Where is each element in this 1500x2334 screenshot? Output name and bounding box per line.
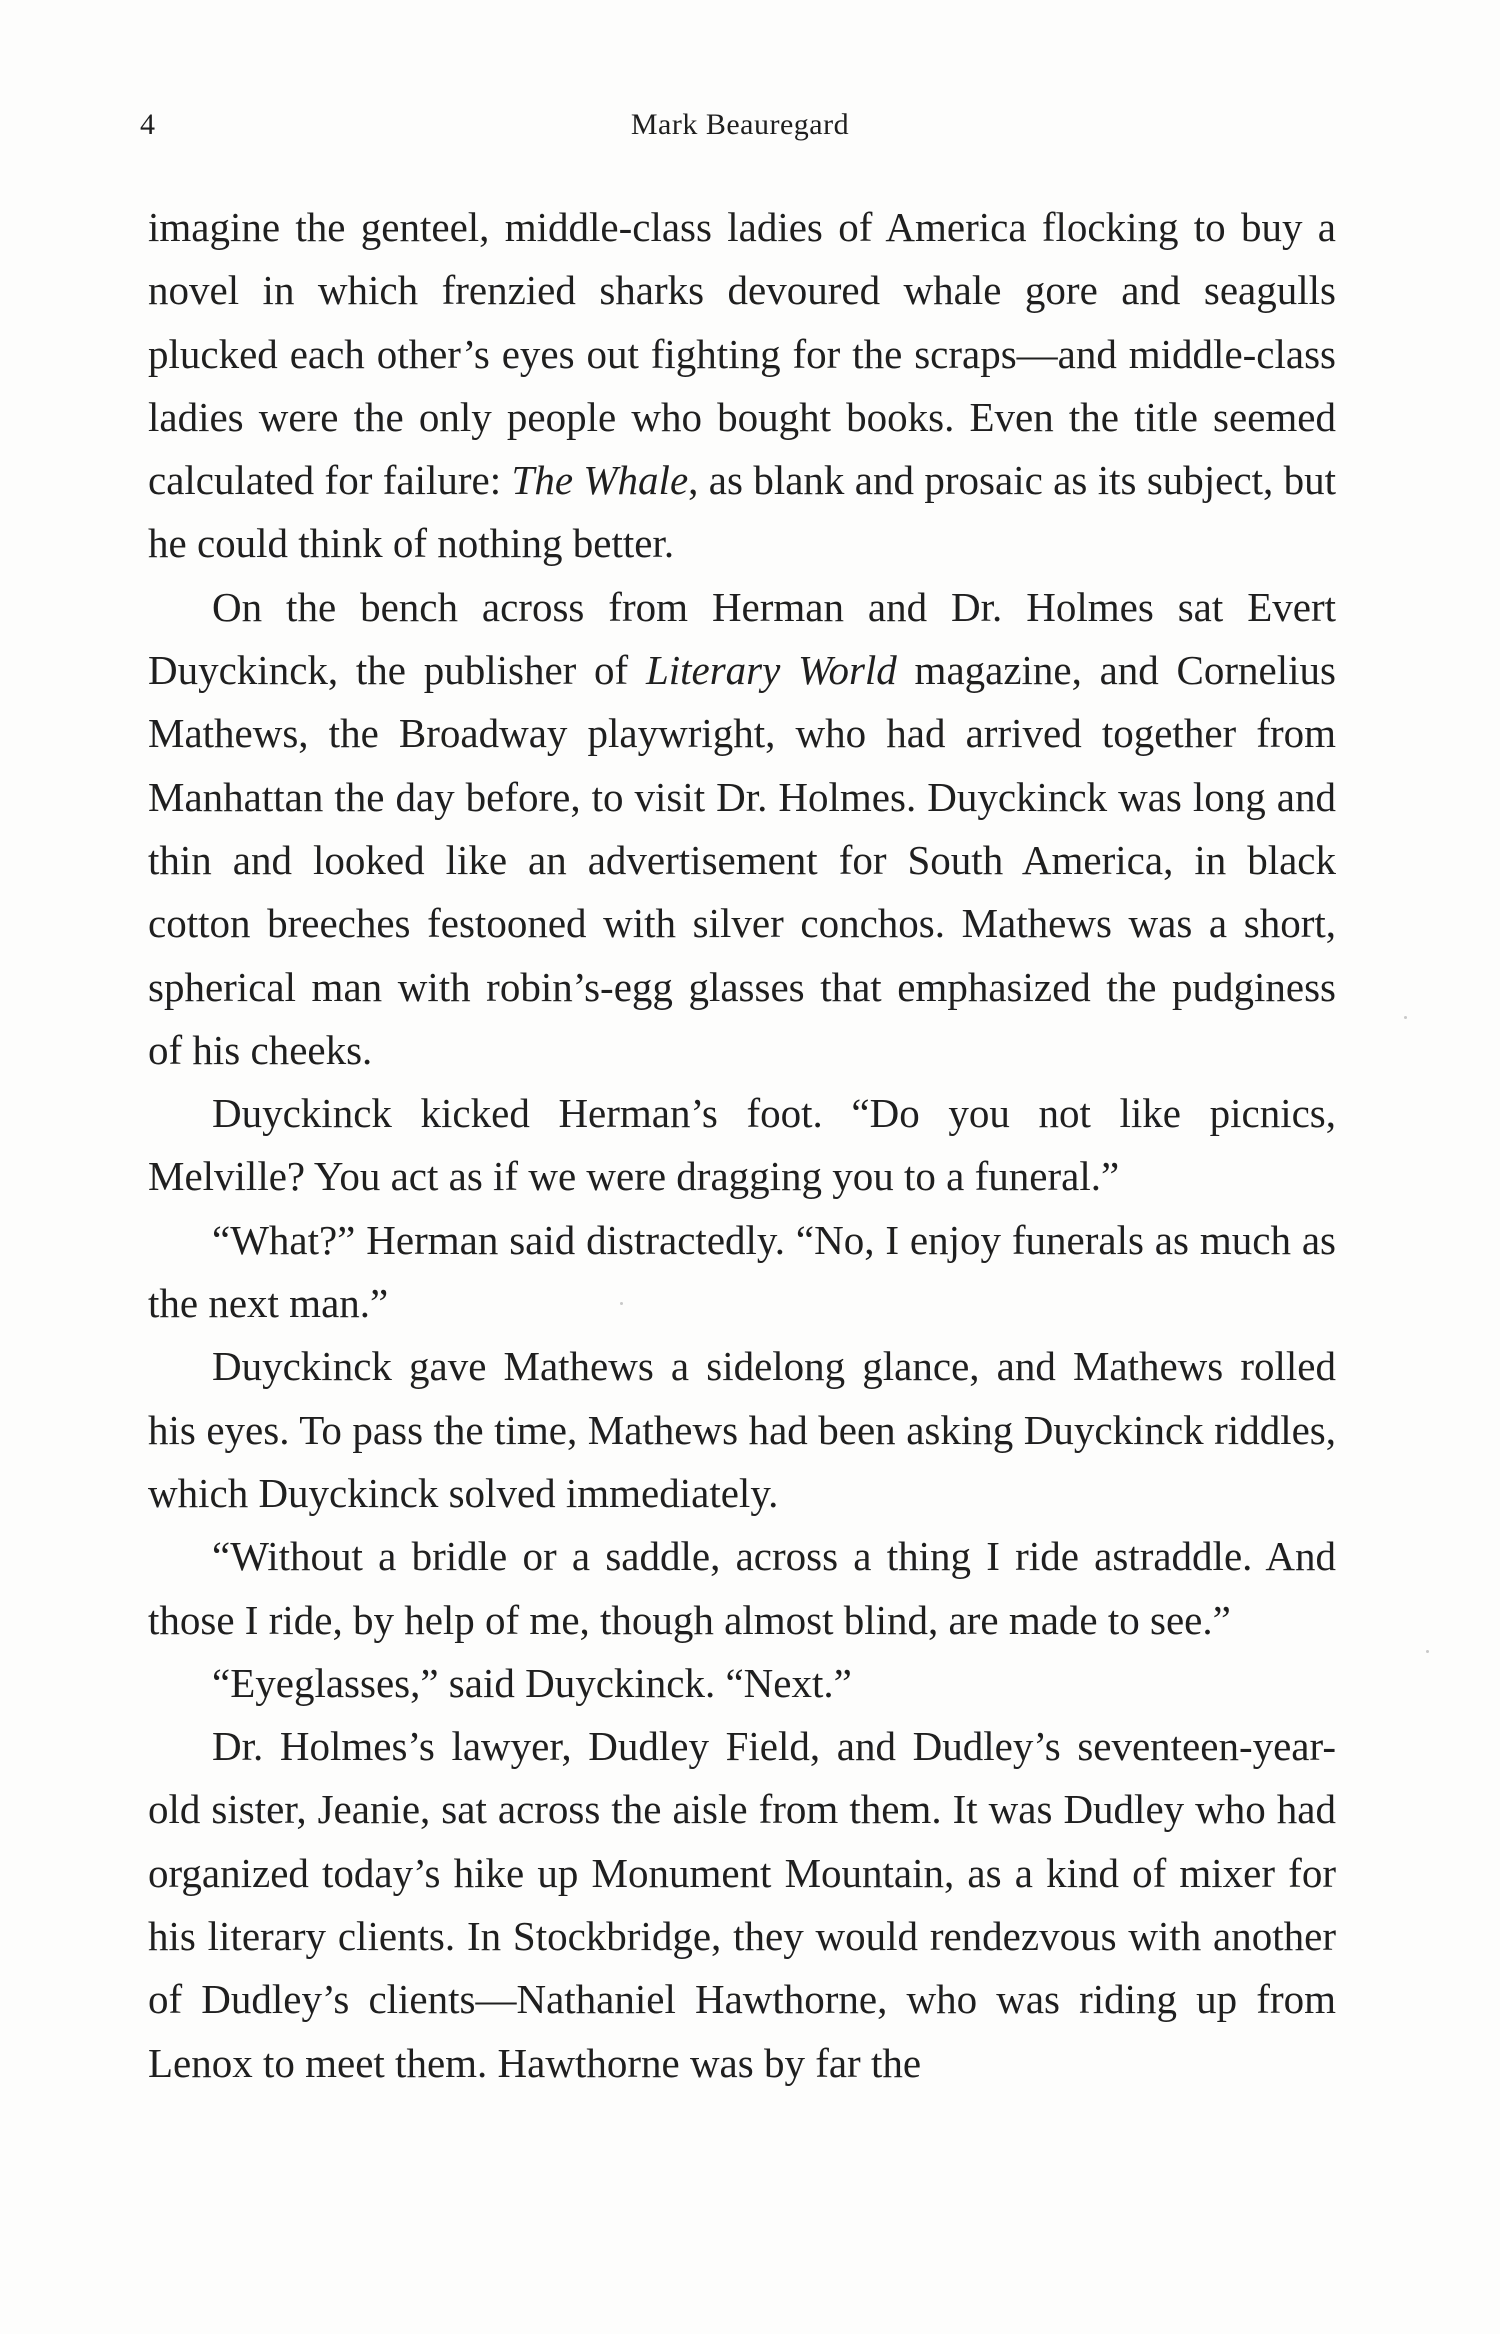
paper-speck <box>1404 1016 1407 1019</box>
italic-title: The Whale <box>511 457 689 504</box>
italic-title: Literary World <box>645 647 897 694</box>
running-head-author: Mark Beauregard <box>630 108 850 141</box>
paragraph <box>148 1082 1336 1209</box>
paragraph <box>148 1209 1336 1336</box>
paragraph <box>148 1715 1336 2095</box>
text-segment: “Eyeglasses,” said Duyckinck. “Next.” <box>212 1659 852 1706</box>
text-segment: Dr. Holmes’s lawyer, Dudley Field, and Dudley’s seventeen-year-old sister, Jeanie, sat across the aisle from them. It was Dudley who had organized today’s hike up Monument Mountain, as a kind of mixer for his literary clients. In Stockbridge, they would rendezvous with another of Dudley’s clients—Nathaniel Hawthorne, who was riding up from Lenox to meet them. Hawthorne was by far the <box>148 1723 1336 2086</box>
text-segment: Duyckinck gave Mathews a sidelong glance, and Mathews rolled his eyes. To pass the time, Mathews had been asking Duyckinck riddles, which Duyckinck solved immediately. <box>148 1343 1336 1516</box>
paragraph <box>148 1525 1336 1652</box>
text-segment: imagine the genteel, middle-class ladies of America flocking to buy a novel in which frenzied sharks devoured whale gore and seagulls plucked each other’s eyes out fighting for the scraps—and middle-class ladies were the only people who bought books. Even the title seemed calculated for failure: <box>148 204 1336 504</box>
text-segment: On the bench across from Herman and Dr. Holmes sat Evert Duyckinck, the publisher of <box>148 583 1336 694</box>
text-segment: , as blank and prosaic as its subject, but he could think of nothing better. <box>148 457 1336 567</box>
paragraph <box>148 196 1336 576</box>
text-segment: Duyckinck kicked Herman’s foot. “Do you not like picnics, Melville? You act as if we were dragging you to a funeral.” <box>148 1090 1336 1200</box>
text-segment: “Without a bridle or a saddle, across a thing I ride astraddle. And those I ride, by help of me, though almost blind, are made to see.” <box>148 1533 1336 1643</box>
running-head <box>140 100 1340 150</box>
text-segment: “What?” Herman said distractedly. “No, I enjoy funerals as much as the next man.” <box>148 1216 1336 1327</box>
paper-speck <box>620 1302 623 1305</box>
paragraph <box>148 576 1336 1082</box>
paragraph <box>148 1335 1336 1525</box>
page-number: 4 <box>140 108 155 141</box>
paper-speck <box>1426 1650 1429 1653</box>
paragraph <box>148 1652 1336 1715</box>
body-text <box>148 196 1336 2095</box>
text-segment: magazine, and Cornelius Mathews, the Broadway playwright, who had arrived together from Manhattan the day before, to visit Dr. Holmes. Duyckinck was long and thin and looked like an advertisement for South America, in black cotton breeches festooned with silver conchos. Mathews was a short, spherical man with robin’s-egg glasses that emphasized the pudginess of his cheeks. <box>148 647 1336 1073</box>
